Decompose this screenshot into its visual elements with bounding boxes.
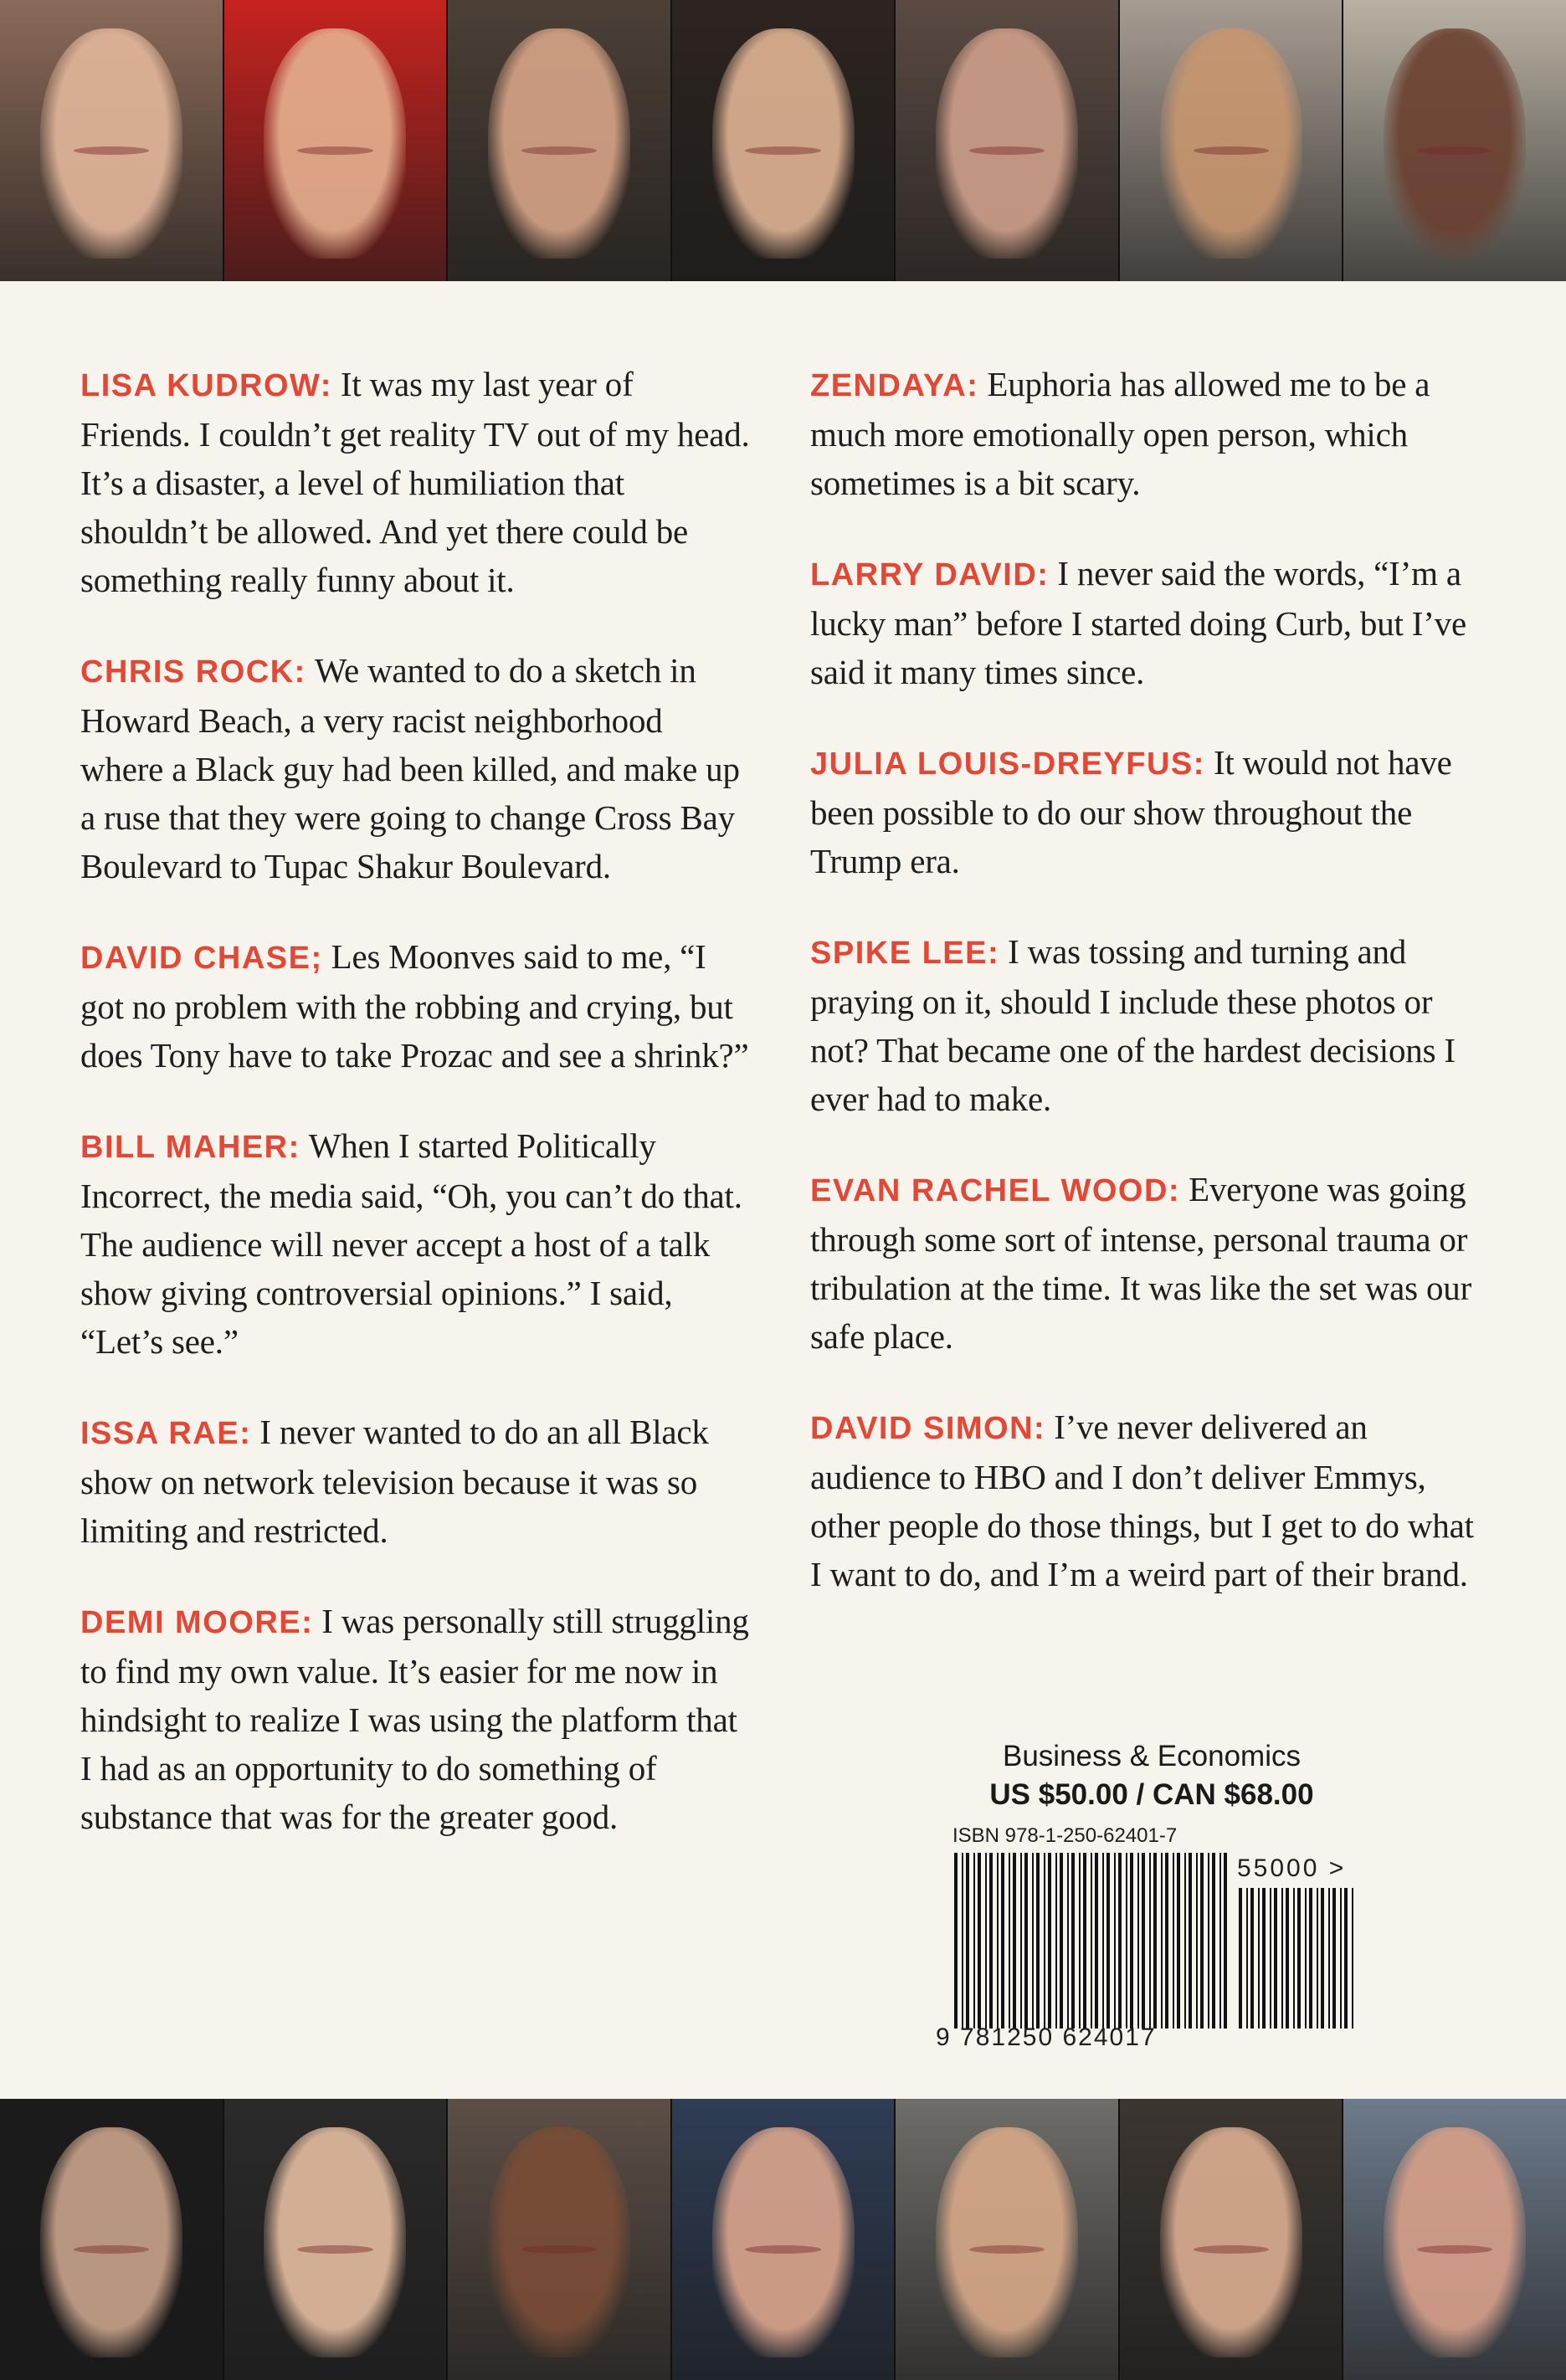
portrait-3 (448, 0, 672, 281)
quote-columns (0, 360, 1566, 2050)
mouth-shape (74, 2245, 149, 2254)
mouth-shape (521, 146, 597, 155)
face-shape (936, 28, 1078, 259)
quote-text: I never wanted to do an all Black show on network television because it was so limiting and restricted. (80, 1413, 709, 1550)
isbn-text: ISBN 978-1-250-62401-7 (952, 1824, 1178, 1847)
barcode-addon-bars (1239, 1888, 1356, 2029)
barcode-bar (1196, 1853, 1198, 2029)
quote-speaker: SPIKE LEE: (810, 936, 1000, 971)
barcode (936, 1824, 1371, 2067)
barcode-bar (1281, 1888, 1283, 2029)
quote (810, 927, 1480, 1123)
barcode-bar (1048, 1853, 1051, 2029)
portrait-1 (0, 0, 224, 281)
portrait-10 (448, 2099, 672, 2380)
barcode-bar (1297, 1888, 1301, 2029)
quote-text: When I started Politically Incorrect, the media said, “Oh, you can’t do that. The audience will never accept a host of a talk show giving controversial opinions.” I said, “Let’s see.” (80, 1126, 742, 1361)
barcode-bar (1212, 1853, 1215, 2029)
face-shape (712, 2127, 855, 2358)
barcode-bar (997, 1853, 999, 2029)
bottom-photo-strip (0, 2099, 1566, 2380)
quote-speaker: LARRY DAVID: (810, 557, 1050, 592)
quote-text: I never said the words, “I’m a lucky man” before I started doing Curb, but I’ve said it many times since. (810, 554, 1466, 691)
barcode-addon-text: 55000 > (1237, 1854, 1347, 1882)
barcode-bar (1091, 1853, 1092, 2029)
quote-speaker: DEMI MOORE: (80, 1605, 314, 1640)
face-shape (40, 28, 182, 259)
mouth-shape (1194, 2245, 1269, 2254)
barcode-bar (1055, 1853, 1057, 2029)
quote (80, 1597, 750, 1841)
barcode-bar (1032, 1853, 1034, 2029)
portrait-8 (0, 2099, 224, 2380)
barcode-bar (1083, 1853, 1086, 2029)
barcode-bar (1258, 1888, 1260, 2029)
barcode-bar (1102, 1853, 1104, 2029)
quote-text: Everyone was going through some sort of intense, personal trauma or tribulation at the time. It was like the set was our safe place. (810, 1170, 1472, 1356)
barcode-bar (1200, 1853, 1204, 2029)
quote (810, 1403, 1480, 1598)
barcode-bar (985, 1853, 987, 2029)
quote (810, 549, 1480, 696)
barcode-bar (1305, 1888, 1307, 2029)
quote (80, 1121, 750, 1366)
quote (810, 1165, 1480, 1361)
barcode-bar (1013, 1853, 1016, 2029)
barcode-bar (1224, 1853, 1227, 2029)
barcode-bar (954, 1853, 958, 2029)
book-price: US $50.00 / CAN $68.00 (989, 1778, 1314, 1811)
portrait-5 (896, 0, 1120, 281)
face-shape (40, 2127, 182, 2358)
quote-speaker: ISSA RAE: (80, 1416, 252, 1451)
face-shape (488, 28, 630, 259)
quote (810, 360, 1480, 507)
quote-speaker: BILL MAHER: (80, 1130, 300, 1165)
barcode-bar (1137, 1853, 1139, 2029)
barcode-bar (1274, 1888, 1277, 2029)
face-shape (1160, 28, 1302, 259)
portrait-13 (1120, 2099, 1344, 2380)
barcode-bar (1317, 1888, 1318, 2029)
quote-text: I’ve never delivered an audience to HBO and I don’t deliver Emmys, other people do those things, but I get to do what I want to do, and I’m a weird part of their brand. (810, 1408, 1474, 1593)
barcode-bar (1024, 1853, 1028, 2029)
barcode-bar (1321, 1888, 1324, 2029)
quote (80, 1408, 750, 1555)
face-shape (1384, 28, 1526, 259)
barcode-bar (1340, 1888, 1342, 2029)
portrait-9 (224, 2099, 449, 2380)
quote-text: Euphoria has allowed me to be a much more emotionally open person, which sometimes is a bit scary. (810, 365, 1430, 502)
mouth-shape (297, 2245, 372, 2254)
barcode-bar (973, 1853, 975, 2029)
barcode-bar (1130, 1853, 1133, 2029)
barcode-bar (1328, 1888, 1330, 2029)
right-column (810, 360, 1480, 1640)
quote-text: It would not have been possible to do our show throughout the Trump era. (810, 743, 1452, 880)
face-shape (1384, 2127, 1526, 2358)
barcode-bar (1219, 1853, 1221, 2029)
top-photo-strip (0, 0, 1566, 281)
barcode-bar (1149, 1853, 1151, 2029)
portrait-4 (672, 0, 896, 281)
quote (80, 360, 750, 604)
barcode-bar (1189, 1853, 1192, 2029)
barcode-bar (1165, 1853, 1168, 2029)
quote-text: I was personally still struggling to find my own value. It’s easier for me now in hindsight to realize I was using the platform that I had as an opportunity to do something of substance that was for the greater good. (80, 1602, 749, 1836)
barcode-bar (1142, 1853, 1145, 2029)
barcode-bar (1114, 1853, 1116, 2029)
portrait-12 (896, 2099, 1120, 2380)
mouth-shape (1417, 146, 1492, 155)
quote-speaker: CHRIS ROCK: (80, 654, 306, 690)
mouth-shape (74, 146, 149, 155)
quote-speaker: DAVID SIMON: (810, 1411, 1046, 1446)
barcode-bar (1126, 1853, 1127, 2029)
barcode-bar (1208, 1853, 1209, 2029)
barcode-bar (1118, 1853, 1122, 2029)
left-column (80, 360, 750, 1883)
portrait-2 (224, 0, 449, 281)
barcode-bar (1067, 1853, 1069, 2029)
quote (80, 646, 750, 890)
mouth-shape (969, 2245, 1045, 2254)
barcode-bar (1036, 1853, 1040, 2029)
quote-text: Les Moonves said to me, “I got no problem with the robbing and crying, but does Tony have to take Prozac and see a shrink?” (80, 937, 749, 1075)
barcode-bar (1262, 1888, 1266, 2029)
barcode-bar (1270, 1888, 1271, 2029)
book-category: Business & Economics (1003, 1740, 1301, 1772)
barcode-bar (1106, 1853, 1110, 2029)
barcode-bar (1246, 1888, 1248, 2029)
barcode-bar (966, 1853, 969, 2029)
mouth-shape (745, 146, 820, 155)
barcode-bar (1079, 1853, 1081, 2029)
mouth-shape (745, 2245, 820, 2254)
barcode-bar (1044, 1853, 1045, 2029)
barcode-bar (962, 1853, 963, 2029)
barcode-bar (1020, 1853, 1022, 2029)
face-shape (264, 28, 406, 259)
barcode-bar (978, 1853, 981, 2029)
barcode-bar (1332, 1888, 1336, 2029)
barcode-bar (1161, 1853, 1163, 2029)
barcode-bar (1309, 1888, 1312, 2029)
barcode-bar (1344, 1888, 1348, 2029)
portrait-11 (672, 2099, 896, 2380)
barcode-bar (1001, 1853, 1004, 2029)
barcode-bar (1173, 1853, 1174, 2029)
barcode-bar (1250, 1888, 1254, 2029)
barcode-bar (989, 1853, 993, 2029)
face-shape (712, 28, 855, 259)
mouth-shape (297, 146, 372, 155)
barcode-bar (1009, 1853, 1010, 2029)
barcode-bars (954, 1853, 1230, 2029)
face-shape (936, 2127, 1078, 2358)
barcode-bar (1239, 1888, 1242, 2029)
quote-text: I was tossing and turning and praying on it, should I include these photos or not? That became one of the hardest decisions I ever had to make. (810, 932, 1456, 1118)
barcode-bar (1071, 1853, 1075, 2029)
face-shape (488, 2127, 630, 2358)
barcode-bar (1286, 1888, 1289, 2029)
quote-speaker: ZENDAYA: (810, 368, 979, 403)
barcode-bar (1095, 1853, 1098, 2029)
barcode-bar (1177, 1853, 1180, 2029)
mouth-shape (1417, 2245, 1492, 2254)
quote-speaker: DAVID CHASE; (80, 941, 323, 976)
barcode-bar (1060, 1853, 1063, 2029)
quote-text: We wanted to do a sketch in Howard Beach, a very racist neighborhood where a Black guy had been killed, and make up a ruse that they were going to change Cross Bay Boulevard to Tupac Shakur Boulevard. (80, 651, 740, 885)
portrait-7 (1343, 0, 1566, 281)
mouth-shape (521, 2245, 597, 2254)
quote-text: It was my last year of Friends. I couldn’t get reality TV out of my head. It’s a disaster, a level of humiliation that shouldn’t be allowed. And yet there could be something really funny about it. (80, 365, 750, 599)
quote-speaker: JULIA LOUIS-DREYFUS: (810, 746, 1205, 782)
barcode-bar (1293, 1888, 1295, 2029)
barcode-bar (1184, 1853, 1186, 2029)
mouth-shape (1194, 146, 1269, 155)
portrait-6 (1120, 0, 1344, 281)
barcode-bar (1352, 1888, 1353, 2029)
face-shape (1160, 2127, 1302, 2358)
quote (810, 738, 1480, 885)
barcode-digits: 9 781250 624017 (936, 2024, 1157, 2051)
portrait-14 (1343, 2099, 1566, 2380)
quote (80, 932, 750, 1080)
barcode-bar (1153, 1853, 1157, 2029)
price-block (984, 1737, 1319, 1814)
mouth-shape (969, 146, 1045, 155)
quote-speaker: EVAN RACHEL WOOD: (810, 1173, 1181, 1208)
face-shape (264, 2127, 406, 2358)
quote-speaker: LISA KUDROW: (80, 368, 332, 403)
